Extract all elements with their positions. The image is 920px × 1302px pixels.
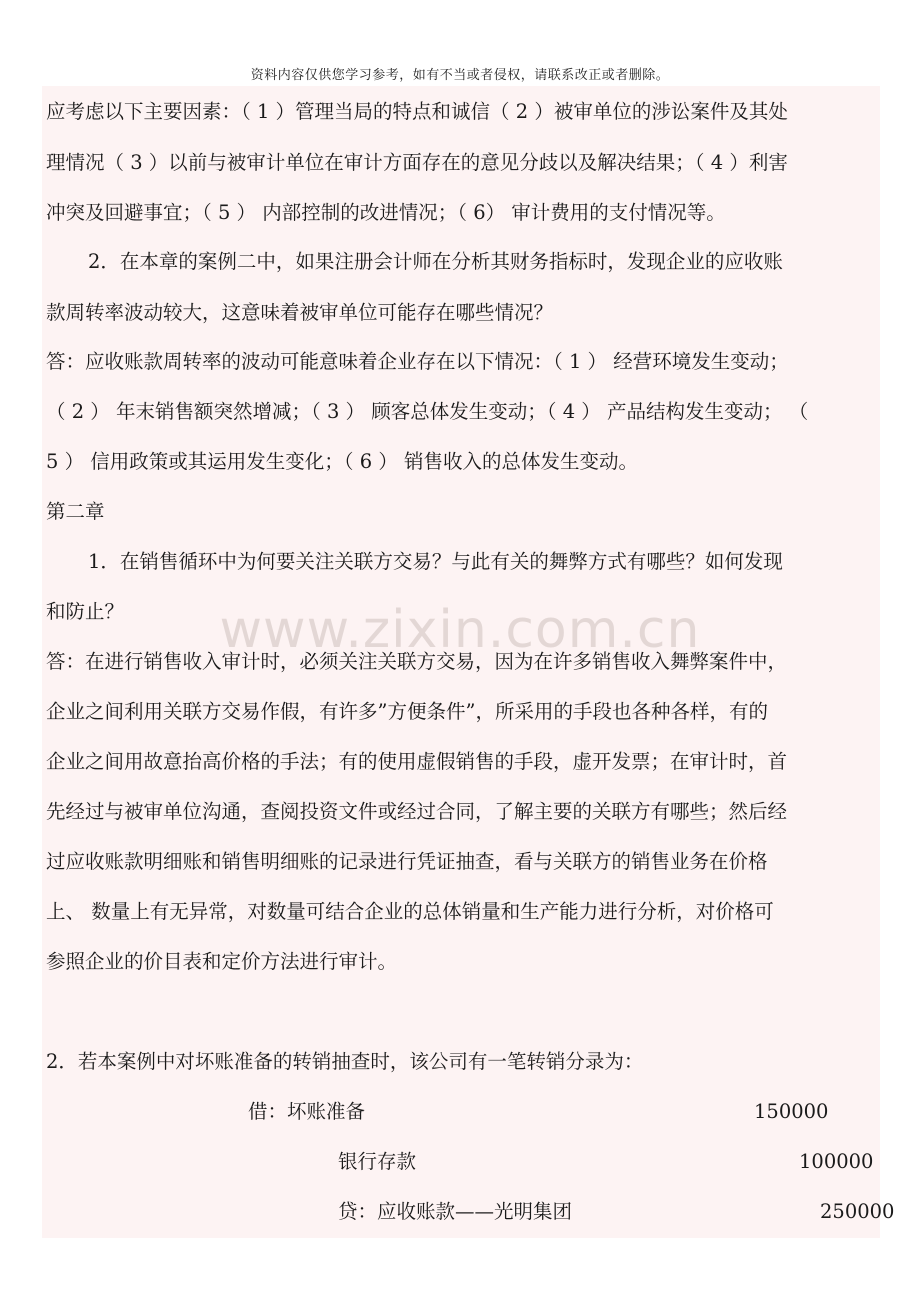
text-line: 上、 数量上有无异常，对数量可结合企业的总体销量和生产能力进行分析，对价格可 [46, 900, 774, 923]
entry-debit2-amount: 100000 [799, 1150, 874, 1173]
text-line: 理情况（ 3 ）以前与被审计单位在审计方面存在的意见分歧以及解决结果；（ 4 ）利害 [46, 151, 788, 174]
answer-line: 答：应收账款周转率的波动可能意味着企业存在以下情况：（ 1 ） 经营环境发生变动； [46, 350, 789, 373]
text-line: 过应收账款明细账和销售明细账的记录进行凭证抽查，看与关联方的销售业务在价格 [46, 850, 768, 873]
entry-credit-label: 贷：应收账款——光明集团 [338, 1200, 573, 1223]
page-header-notice: 资料内容仅供您学习参考，如有不当或者侵权，请联系改正或者删除。 [250, 68, 670, 83]
answer-line: 答：在进行销售收入审计时，必须关注关联方交易，因为在许多销售收入舞弊案件中， [46, 650, 788, 673]
entry-debit-label: 借：坏账准备 [248, 1100, 366, 1123]
text-line: （ 2 ） 年末销售额突然增减；（ 3 ） 顾客总体发生变动；（ 4 ） 产品结构发生变动； （ [46, 400, 809, 423]
text-line: 企业之间用故意抬高价格的手法；有的使用虚假销售的手段，虚开发票；在审计时，首 [46, 750, 788, 773]
document-body [42, 86, 895, 1238]
question-2-line: 2．若本案例中对坏账准备的转销抽查时，该公司有一笔转销分录为： [46, 1050, 644, 1073]
text-line: 企业之间利用关联方交易作假，有许多”方便条件”，所采用的手段也各种各样，有的 [46, 700, 768, 723]
watermark: www.zixin.com.cn [219, 600, 701, 660]
entry-debit-amount: 150000 [754, 1100, 829, 1123]
text-line: 5 ） 信用政策或其运用发生变化；（ 6 ） 销售收入的总体发生变动。 [46, 450, 639, 473]
entry-debit2-label: 银行存款 [338, 1150, 417, 1173]
text-line: 冲突及回避事宜；（ 5 ） 内部控制的改进情况；（ 6） 审计费用的支付情况等。 [46, 201, 726, 224]
chapter-heading: 第二章 [46, 500, 105, 523]
text-line: 应考虑以下主要因素：（ 1 ）管理当局的特点和诚信（ 2 ）被审单位的涉讼案件及其处 [46, 100, 788, 123]
text-line: 先经过与被审单位沟通，查阅投资文件或经过合同，了解主要的关联方有哪些；然后经 [46, 800, 788, 823]
text-line: 参照企业的价目表和定价方法进行审计。 [46, 950, 398, 973]
question-2-line: 2．在本章的案例二中，如果注册会计师在分析其财务指标时，发现企业的应收账 [88, 250, 783, 273]
entry-credit-amount: 250000 [820, 1200, 895, 1223]
text-line: 款周转率波动较大，这意味着被审单位可能存在哪些情况？ [46, 301, 554, 324]
text-line: 和防止？ [46, 600, 125, 623]
question-1-line: 1．在销售循环中为何要关注关联方交易？与此有关的舞弊方式有哪些？如何发现 [88, 550, 783, 573]
